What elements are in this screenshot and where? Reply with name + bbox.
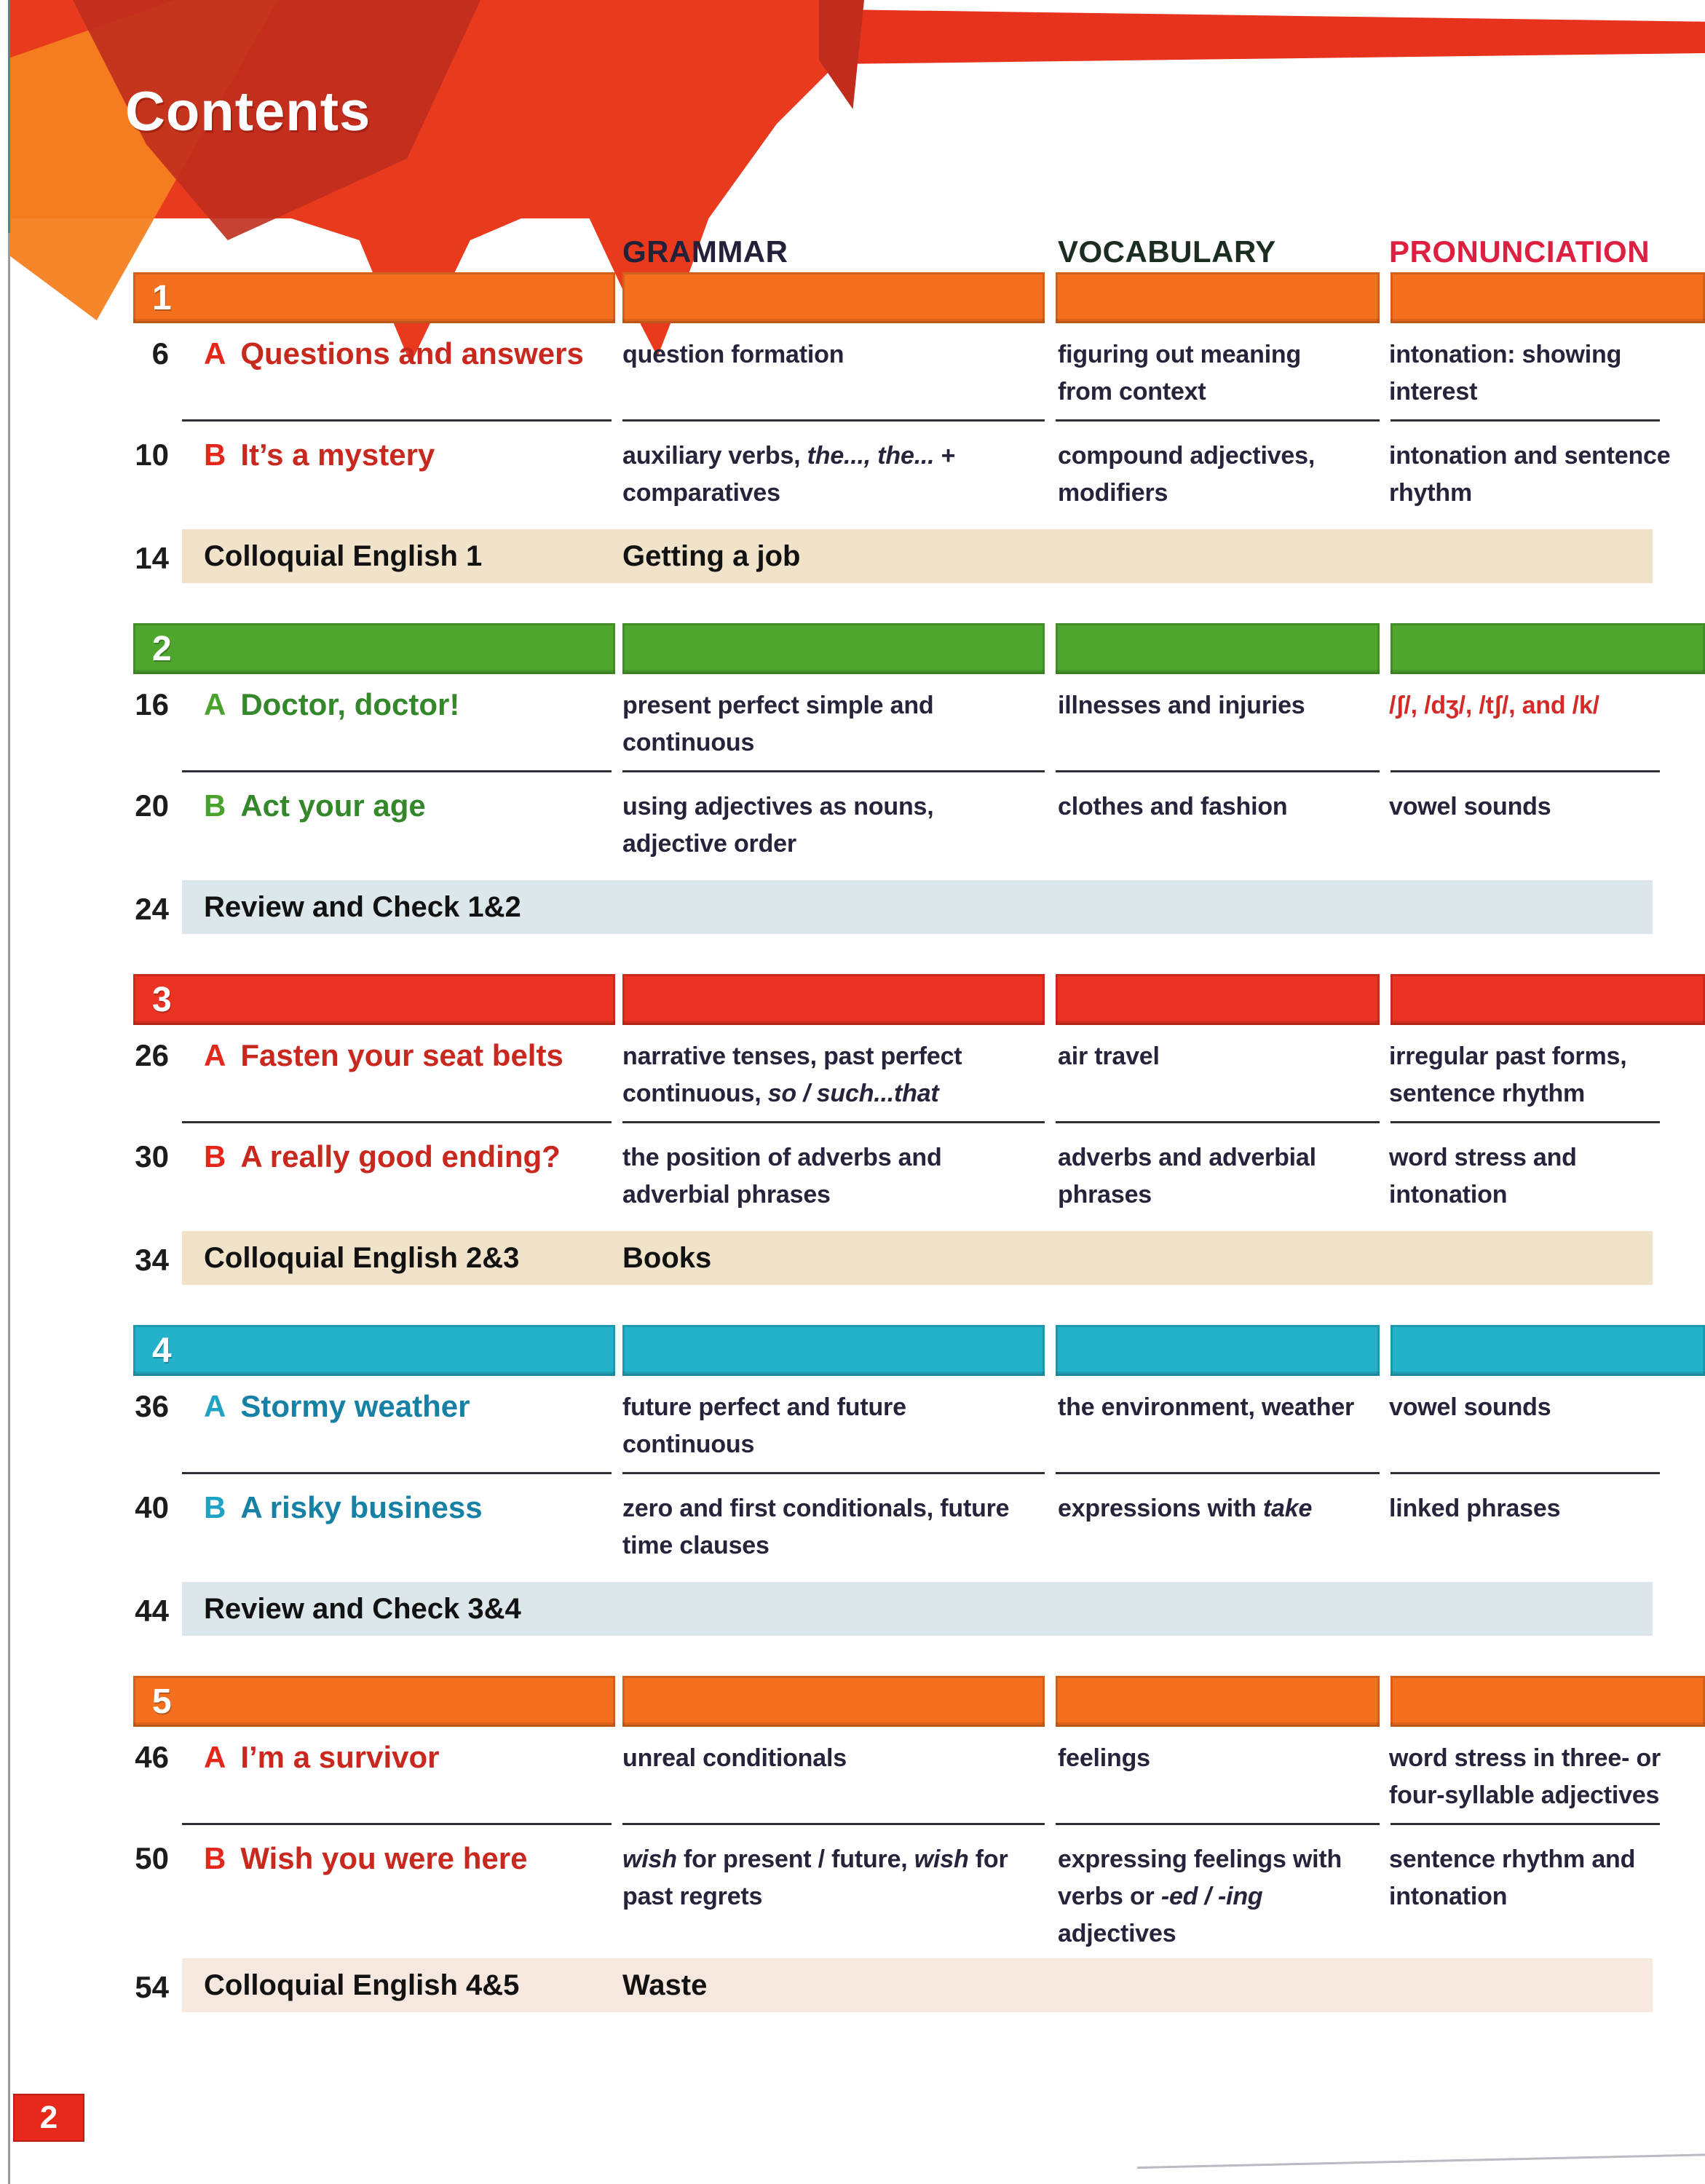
- lesson-letter: B: [204, 788, 226, 823]
- section-bar-segment: [133, 272, 615, 323]
- section-bar: [109, 1325, 1705, 1376]
- lesson-title: I’m a survivor: [240, 1740, 440, 1774]
- grammar-text: zero and first conditionals, future time clauses: [622, 1495, 1010, 1559]
- divider-segment: [1390, 419, 1660, 422]
- lesson-letter: B: [204, 1490, 226, 1524]
- vocabulary-text: expressions with take: [1058, 1495, 1313, 1522]
- lesson-letter: B: [204, 1139, 226, 1174]
- section-bar-segment: [622, 1325, 1045, 1376]
- vocabulary-text: expressing feelings with verbs or -ed / -ing adjectives: [1058, 1845, 1342, 1947]
- section-bar: [109, 1676, 1705, 1727]
- section-number: 3: [152, 980, 172, 1019]
- vocabulary-text: figuring out meaning from context: [1058, 341, 1302, 405]
- divider-segment: [1390, 1823, 1660, 1825]
- pronunciation-text: vowel sounds: [1389, 793, 1551, 820]
- extra-grammar-label: Getting a job: [622, 539, 801, 572]
- section-bar-segment: [1390, 272, 1705, 323]
- lesson-row: [109, 1385, 1705, 1465]
- extra-row-strip: [182, 1958, 1653, 2012]
- row-divider: [109, 1472, 1705, 1474]
- colloquial-english-row: [109, 529, 1705, 583]
- section-number: 1: [152, 278, 172, 317]
- lesson-title: A really good ending?: [240, 1139, 561, 1174]
- vocabulary-text: illnesses and injuries: [1058, 692, 1305, 719]
- lesson-title-cell: [182, 438, 622, 472]
- divider-segment: [1390, 1121, 1660, 1123]
- pronunciation-text: vowel sounds: [1389, 1393, 1551, 1421]
- lesson-title: Act your age: [240, 788, 426, 823]
- page-ref: 24: [135, 892, 169, 926]
- grammar-text: question formation: [622, 341, 844, 368]
- pronunciation-text: sentence rhythm and intonation: [1389, 1845, 1636, 1910]
- page-ref: 34: [135, 1243, 169, 1277]
- vocabulary-text: clothes and fashion: [1058, 793, 1288, 820]
- column-header-row: [109, 224, 1705, 269]
- grammar-text: wish for present / future, wish for past regrets: [622, 1845, 1008, 1910]
- extra-row-label: Review and Check 3&4: [204, 1592, 521, 1625]
- grammar-text: using adjectives as nouns, adjective order: [622, 793, 934, 858]
- section-bar-segment: [1056, 272, 1380, 323]
- section-bar: [109, 272, 1705, 323]
- lesson-title-cell: [182, 1038, 622, 1073]
- lesson-row: [109, 1736, 1705, 1816]
- page-ref: 54: [135, 1970, 169, 2004]
- lesson-letter: A: [204, 1038, 226, 1072]
- section-bar-segment: [133, 1325, 615, 1376]
- lesson-title-cell: [182, 1841, 622, 1876]
- lesson-letter: A: [204, 687, 226, 721]
- section-bar-segment: [1390, 623, 1705, 674]
- divider-segment: [182, 1823, 612, 1825]
- row-divider: [109, 770, 1705, 772]
- extra-row-strip: [182, 1582, 1653, 1636]
- divider-segment: [182, 1121, 612, 1123]
- section-bar-segment: [1056, 974, 1380, 1025]
- grammar-text: the position of adverbs and adverbial phrases: [622, 1144, 942, 1208]
- section-bar: [109, 623, 1705, 674]
- lesson-title: Wish you were here: [240, 1841, 528, 1875]
- divider-segment: [622, 770, 1045, 772]
- lesson-title: Doctor, doctor!: [240, 687, 460, 721]
- lesson-letter: A: [204, 1740, 226, 1774]
- unit-section-3: [109, 974, 1705, 1285]
- grammar-text: present perfect simple and continuous: [622, 692, 934, 756]
- page-ref: 46: [135, 1740, 169, 1774]
- divider-segment: [1390, 1472, 1660, 1474]
- divider-segment: [1056, 1121, 1380, 1123]
- review-and-check-row: [109, 880, 1705, 934]
- lesson-title: Questions and answers: [240, 336, 584, 371]
- section-bar: [109, 974, 1705, 1025]
- divider-segment: [1056, 1823, 1380, 1825]
- extra-row-label: Colloquial English 1: [204, 539, 483, 572]
- extra-row-strip: [182, 1231, 1653, 1285]
- sections-container: [109, 272, 1705, 2012]
- pronunciation-text: word stress and intonation: [1389, 1144, 1577, 1208]
- section-bar-segment: [1056, 1676, 1380, 1727]
- divider-segment: [182, 770, 612, 772]
- section-bar-segment: [1390, 974, 1705, 1025]
- pronunciation-text: intonation: showing interest: [1389, 341, 1622, 405]
- page-ref: 16: [135, 687, 169, 721]
- page-edge-line: [8, 233, 10, 2184]
- section-bar-segment: [133, 1676, 615, 1727]
- lesson-letter: B: [204, 438, 226, 472]
- lesson-row: [109, 683, 1705, 763]
- vocabulary-text: adverbs and adverbial phrases: [1058, 1144, 1316, 1208]
- page-ref: 30: [135, 1139, 169, 1174]
- extra-grammar-label: Books: [622, 1241, 712, 1274]
- vocabulary-text: air travel: [1058, 1042, 1160, 1070]
- lesson-letter: A: [204, 1389, 226, 1423]
- unit-section-4: [109, 1325, 1705, 1636]
- vocabulary-text: feelings: [1058, 1744, 1150, 1772]
- lesson-row: [109, 332, 1705, 412]
- pronunciation-text: irregular past forms, sentence rhythm: [1389, 1042, 1627, 1107]
- lesson-row: [109, 1135, 1705, 1225]
- page-ref: 36: [135, 1389, 169, 1423]
- lesson-title-cell: [182, 1139, 622, 1174]
- section-number: 4: [152, 1331, 172, 1370]
- vocabulary-text: compound adjectives, modifiers: [1058, 442, 1316, 507]
- extra-row-label: Colloquial English 2&3: [204, 1241, 520, 1274]
- section-number: 5: [152, 1682, 172, 1721]
- vocabulary-column-header: VOCABULARY: [1058, 234, 1276, 269]
- section-bar-segment: [1390, 1325, 1705, 1376]
- grammar-text: auxiliary verbs, the..., the... + comparatives: [622, 442, 956, 507]
- pronunciation-text: linked phrases: [1389, 1495, 1561, 1522]
- page-ref: 20: [135, 788, 169, 823]
- lesson-title-cell: [182, 1490, 622, 1525]
- page-ref: 50: [135, 1841, 169, 1875]
- unit-section-5: [109, 1676, 1705, 2012]
- divider-segment: [622, 1121, 1045, 1123]
- grammar-column-header: GRAMMAR: [622, 234, 788, 269]
- pronunciation-column-header: PRONUNCIATION: [1389, 234, 1650, 269]
- banner-tab-shape: [819, 0, 864, 109]
- colloquial-english-row: [109, 1958, 1705, 2012]
- unit-section-1: [109, 272, 1705, 583]
- page-title: Contents: [125, 81, 371, 143]
- section-bar-segment: [133, 974, 615, 1025]
- section-bar-segment: [622, 1676, 1045, 1727]
- divider-segment: [182, 419, 612, 422]
- section-bar-segment: [1056, 623, 1380, 674]
- lesson-title-cell: [182, 1740, 622, 1775]
- lesson-row: [109, 1486, 1705, 1576]
- row-divider: [109, 1121, 1705, 1123]
- divider-segment: [1056, 1472, 1380, 1474]
- row-divider: [109, 1823, 1705, 1825]
- lesson-title-cell: [182, 1389, 622, 1424]
- page-ref: 40: [135, 1490, 169, 1524]
- lesson-title: It’s a mystery: [240, 438, 435, 472]
- section-bar-segment: [133, 623, 615, 674]
- extra-grammar-label: Waste: [622, 1969, 708, 2001]
- divider-segment: [622, 1472, 1045, 1474]
- page-number: 2: [39, 2100, 58, 2135]
- grammar-text: future perfect and future continuous: [622, 1393, 906, 1458]
- review-and-check-row: [109, 1582, 1705, 1636]
- lesson-row: [109, 1837, 1705, 1952]
- extra-row-label: Colloquial English 4&5: [204, 1969, 520, 2001]
- extra-row-strip: [182, 880, 1653, 934]
- contents-table: [109, 224, 1705, 2052]
- divider-segment: [1390, 770, 1660, 772]
- section-bar-segment: [1390, 1676, 1705, 1727]
- section-bar-segment: [622, 974, 1045, 1025]
- page-ref: 14: [135, 541, 169, 575]
- page-ref: 44: [135, 1594, 169, 1628]
- vocabulary-text: the environment, weather: [1058, 1393, 1355, 1421]
- divider-segment: [182, 1472, 612, 1474]
- divider-segment: [1056, 770, 1380, 772]
- page-corner-line: [1137, 2153, 1705, 2169]
- pronunciation-text: /ʃ/, /dʒ/, /tʃ/, and /k/: [1389, 692, 1599, 719]
- row-divider: [109, 419, 1705, 422]
- page-ref: 6: [151, 336, 169, 371]
- lesson-letter: A: [204, 336, 226, 371]
- page-number-badge: [13, 2094, 84, 2142]
- lesson-row: [109, 1034, 1705, 1114]
- section-bar-segment: [622, 272, 1045, 323]
- grammar-text: unreal conditionals: [622, 1744, 847, 1772]
- section-bar-segment: [1056, 1325, 1380, 1376]
- colloquial-english-row: [109, 1231, 1705, 1285]
- lesson-title: A risky business: [240, 1490, 483, 1524]
- grammar-text: narrative tenses, past perfect continuous, so / such...that: [622, 1042, 962, 1107]
- lesson-title: Fasten your seat belts: [240, 1038, 563, 1072]
- pronunciation-text: word stress in three- or four-syllable adjectives: [1389, 1744, 1661, 1809]
- lesson-row: [109, 784, 1705, 874]
- lesson-title-cell: [182, 687, 622, 722]
- page-ref: 26: [135, 1038, 169, 1072]
- divider-segment: [622, 1823, 1045, 1825]
- section-bar-segment: [622, 623, 1045, 674]
- section-number: 2: [152, 629, 172, 668]
- lesson-letter: B: [204, 1841, 226, 1875]
- lesson-row: [109, 433, 1705, 523]
- lesson-title-cell: [182, 336, 622, 371]
- divider-segment: [622, 419, 1045, 422]
- unit-section-2: [109, 623, 1705, 934]
- divider-segment: [1056, 419, 1380, 422]
- extra-row-label: Review and Check 1&2: [204, 890, 521, 923]
- pronunciation-text: intonation and sentence rhythm: [1389, 442, 1671, 507]
- extra-row-strip: [182, 529, 1653, 583]
- page-ref: 10: [135, 438, 169, 472]
- lesson-title-cell: [182, 788, 622, 823]
- lesson-title: Stormy weather: [240, 1389, 470, 1423]
